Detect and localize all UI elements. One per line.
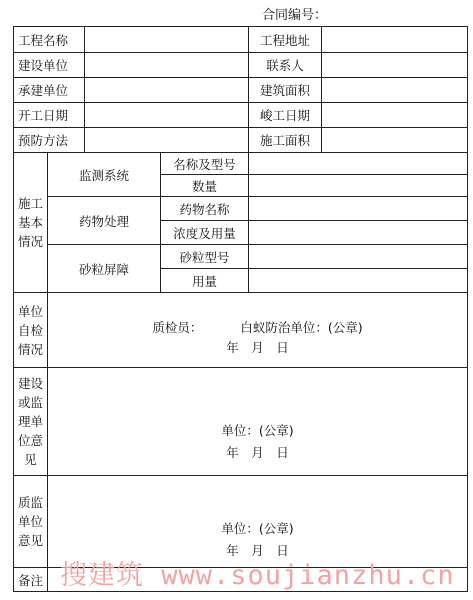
form-row bbox=[14, 128, 468, 153]
contact-person-label: 联系人 bbox=[249, 53, 322, 78]
inspector-label: 质检员： bbox=[152, 320, 203, 335]
concentration-dosage-label: 浓度及用量 bbox=[161, 221, 249, 245]
contractor-label: 承建单位 bbox=[14, 78, 85, 103]
self-check-label: 单位自检情况 bbox=[14, 293, 48, 368]
prevention-method-field[interactable] bbox=[85, 128, 249, 153]
project-name-label: 工程名称 bbox=[14, 27, 85, 53]
construction-area-field[interactable] bbox=[322, 128, 468, 153]
completion-date-label: 峻工日期 bbox=[249, 103, 322, 128]
form-row bbox=[14, 53, 468, 78]
project-address-field[interactable] bbox=[322, 27, 468, 53]
self-check-date: 年 月 日 bbox=[226, 340, 289, 355]
quality-date: 年 月 日 bbox=[226, 542, 289, 558]
completion-date-field[interactable] bbox=[322, 103, 468, 128]
sand-barrier-label: 砂粒屏障 bbox=[48, 245, 161, 293]
name-model-field[interactable] bbox=[249, 153, 468, 175]
construction-unit-field[interactable] bbox=[85, 53, 249, 78]
form-row bbox=[14, 27, 468, 53]
construction-area-label: 施工面积 bbox=[249, 128, 322, 153]
concentration-dosage-field[interactable] bbox=[249, 221, 468, 245]
form-row bbox=[14, 78, 468, 103]
remarks-label: 备注 bbox=[14, 568, 48, 592]
quality-opinion-label: 质监单位意见 bbox=[14, 476, 48, 568]
self-check-field[interactable] bbox=[48, 293, 468, 368]
prevention-unit-seal: 白蚁防治单位：(公章) bbox=[240, 320, 363, 335]
form-row bbox=[14, 153, 468, 175]
quantity-label: 数量 bbox=[161, 175, 249, 197]
project-address-label: 工程地址 bbox=[249, 27, 322, 53]
form-row bbox=[14, 103, 468, 128]
contractor-field[interactable] bbox=[85, 78, 249, 103]
construction-info-label: 施工基本情况 bbox=[14, 153, 48, 293]
dosage-label: 用量 bbox=[161, 269, 249, 293]
chemical-treatment-label: 药物处理 bbox=[48, 197, 161, 245]
form-row bbox=[14, 197, 468, 221]
supervision-opinion-field[interactable] bbox=[48, 368, 468, 476]
name-model-label: 名称及型号 bbox=[161, 153, 249, 175]
dosage-field[interactable] bbox=[249, 269, 468, 293]
start-date-label: 开工日期 bbox=[14, 103, 85, 128]
termite-prevention-form bbox=[13, 26, 468, 592]
prevention-method-label: 预防方法 bbox=[14, 128, 85, 153]
supervision-opinion-label: 建设或监理单位意见 bbox=[14, 368, 48, 476]
watermark: 搜建筑 www.soujianzhu.cn bbox=[60, 560, 455, 591]
form-row bbox=[14, 293, 468, 368]
quality-seal: 单位：(公章) bbox=[221, 520, 294, 536]
start-date-field[interactable] bbox=[85, 103, 249, 128]
building-area-label: 建筑面积 bbox=[249, 78, 322, 103]
form-row bbox=[14, 245, 468, 269]
contract-number-label: 合同编号： bbox=[262, 8, 328, 23]
contact-person-field[interactable] bbox=[322, 53, 468, 78]
building-area-field[interactable] bbox=[322, 78, 468, 103]
form-row bbox=[14, 368, 468, 476]
construction-unit-label: 建设单位 bbox=[14, 53, 85, 78]
supervision-date: 年 月 日 bbox=[226, 444, 289, 460]
chemical-name-field[interactable] bbox=[249, 197, 468, 221]
monitoring-system-label: 监测系统 bbox=[48, 153, 161, 197]
chemical-name-label: 药物名称 bbox=[161, 197, 249, 221]
sand-model-label: 砂粒型号 bbox=[161, 245, 249, 269]
supervision-seal: 单位：(公章) bbox=[221, 422, 294, 438]
quantity-field[interactable] bbox=[249, 175, 468, 197]
project-name-field[interactable] bbox=[85, 27, 249, 53]
sand-model-field[interactable] bbox=[249, 245, 468, 269]
